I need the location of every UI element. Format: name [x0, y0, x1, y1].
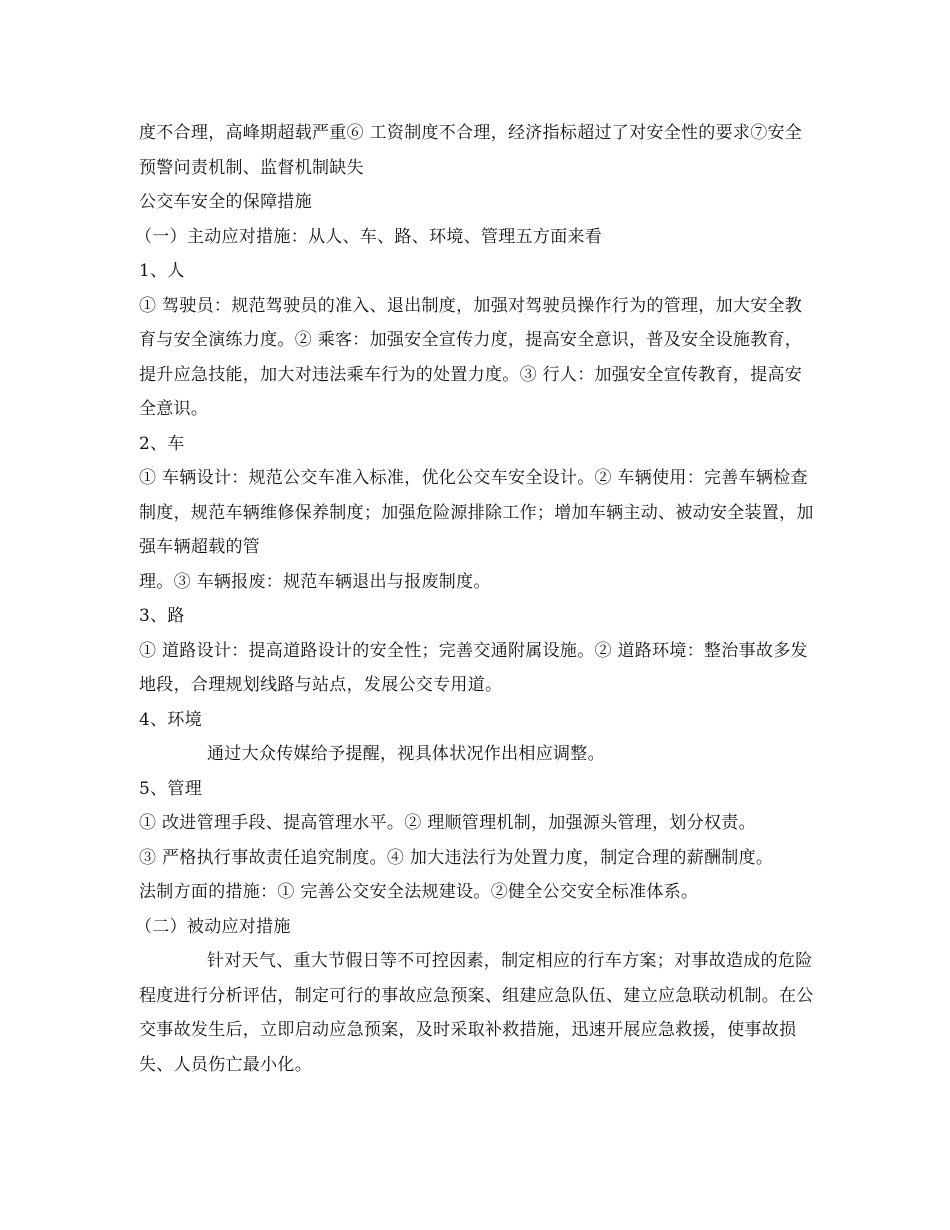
paragraph-legal-measures: 法制方面的措施：① 完善公交安全法规建设。②健全公交安全标准体系。: [139, 882, 699, 902]
item-heading-management: 5、管理: [139, 778, 203, 799]
paragraph-road: ① 道路设计：提高道路设计的安全性；完善交通附属设施。② 道路环境：整治事故多发地段，合理规划线路与站点，发展公交专用道。: [139, 640, 808, 695]
paragraph-vehicle: ① 车辆设计：规范公交车准入标准，优化公交车安全设计。② 车辆使用：完善车辆检查制度，规范车辆维修保养制度；加强危险源排除工作；增加车辆主动、被动安全装置，加强车辆超载的管: [139, 468, 814, 557]
item-heading-people: 1、人: [139, 261, 185, 281]
item-heading-environment: 4、环境: [139, 709, 203, 730]
paragraph-passive: 针对天气、重大节假日等不可控因素，制定相应的行车方案；对事故造成的危险程度进行分析评估，制定可行的事故应急预案、组建应急队伍、建立应急联动机制。在公交事故发生后，立即启动应急预案，及时采取补救措施，迅速开展应急救援，使事故损失、人员伤亡最小化。: [139, 951, 814, 1075]
paragraph-management-2: ③ 严格执行事故责任追究制度。④ 加大违法行为处置力度，制定合理的薪酬制度。: [139, 847, 774, 868]
section-heading: 公交车安全的保障措施: [139, 192, 312, 212]
paragraph-vehicle-continued: 理。③ 车辆报废：规范车辆退出与报废制度。: [139, 571, 491, 592]
subsection-heading-active: （一）主动应对措施：从人、车、路、环境、管理五方面来看: [135, 226, 603, 247]
paragraph-continuation: 度不合理，高峰期超载严重⑥ 工资制度不合理，经济指标超过了对安全性的要求⑦安全预警问责机制、监督机制缺失: [139, 123, 803, 178]
item-heading-road: 3、路: [139, 606, 185, 626]
paragraph-environment: 通过大众传媒给予提醒，视具体状况作出相应调整。: [207, 744, 605, 764]
subsection-heading-passive: （二）被动应对措施: [135, 916, 291, 937]
paragraph-people: ① 驾驶员：规范驾驶员的准入、退出制度，加强对驾驶员操作行为的管理，加大安全教育与安全演练力度。② 乘客：加强安全宣传力度，提高安全意识，普及安全设施教育，提升应急技能，加大对违法乘车行为的处置力度。③ 行人：加强安全宣传教育，提高安全意识。: [139, 295, 803, 419]
paragraph-management-1: ① 改进管理手段、提高管理水平。② 理顺管理机制，加强源头管理，划分权责。: [139, 813, 756, 833]
document-body: [135, 116, 819, 1082]
item-heading-vehicle: 2、车: [139, 433, 185, 454]
